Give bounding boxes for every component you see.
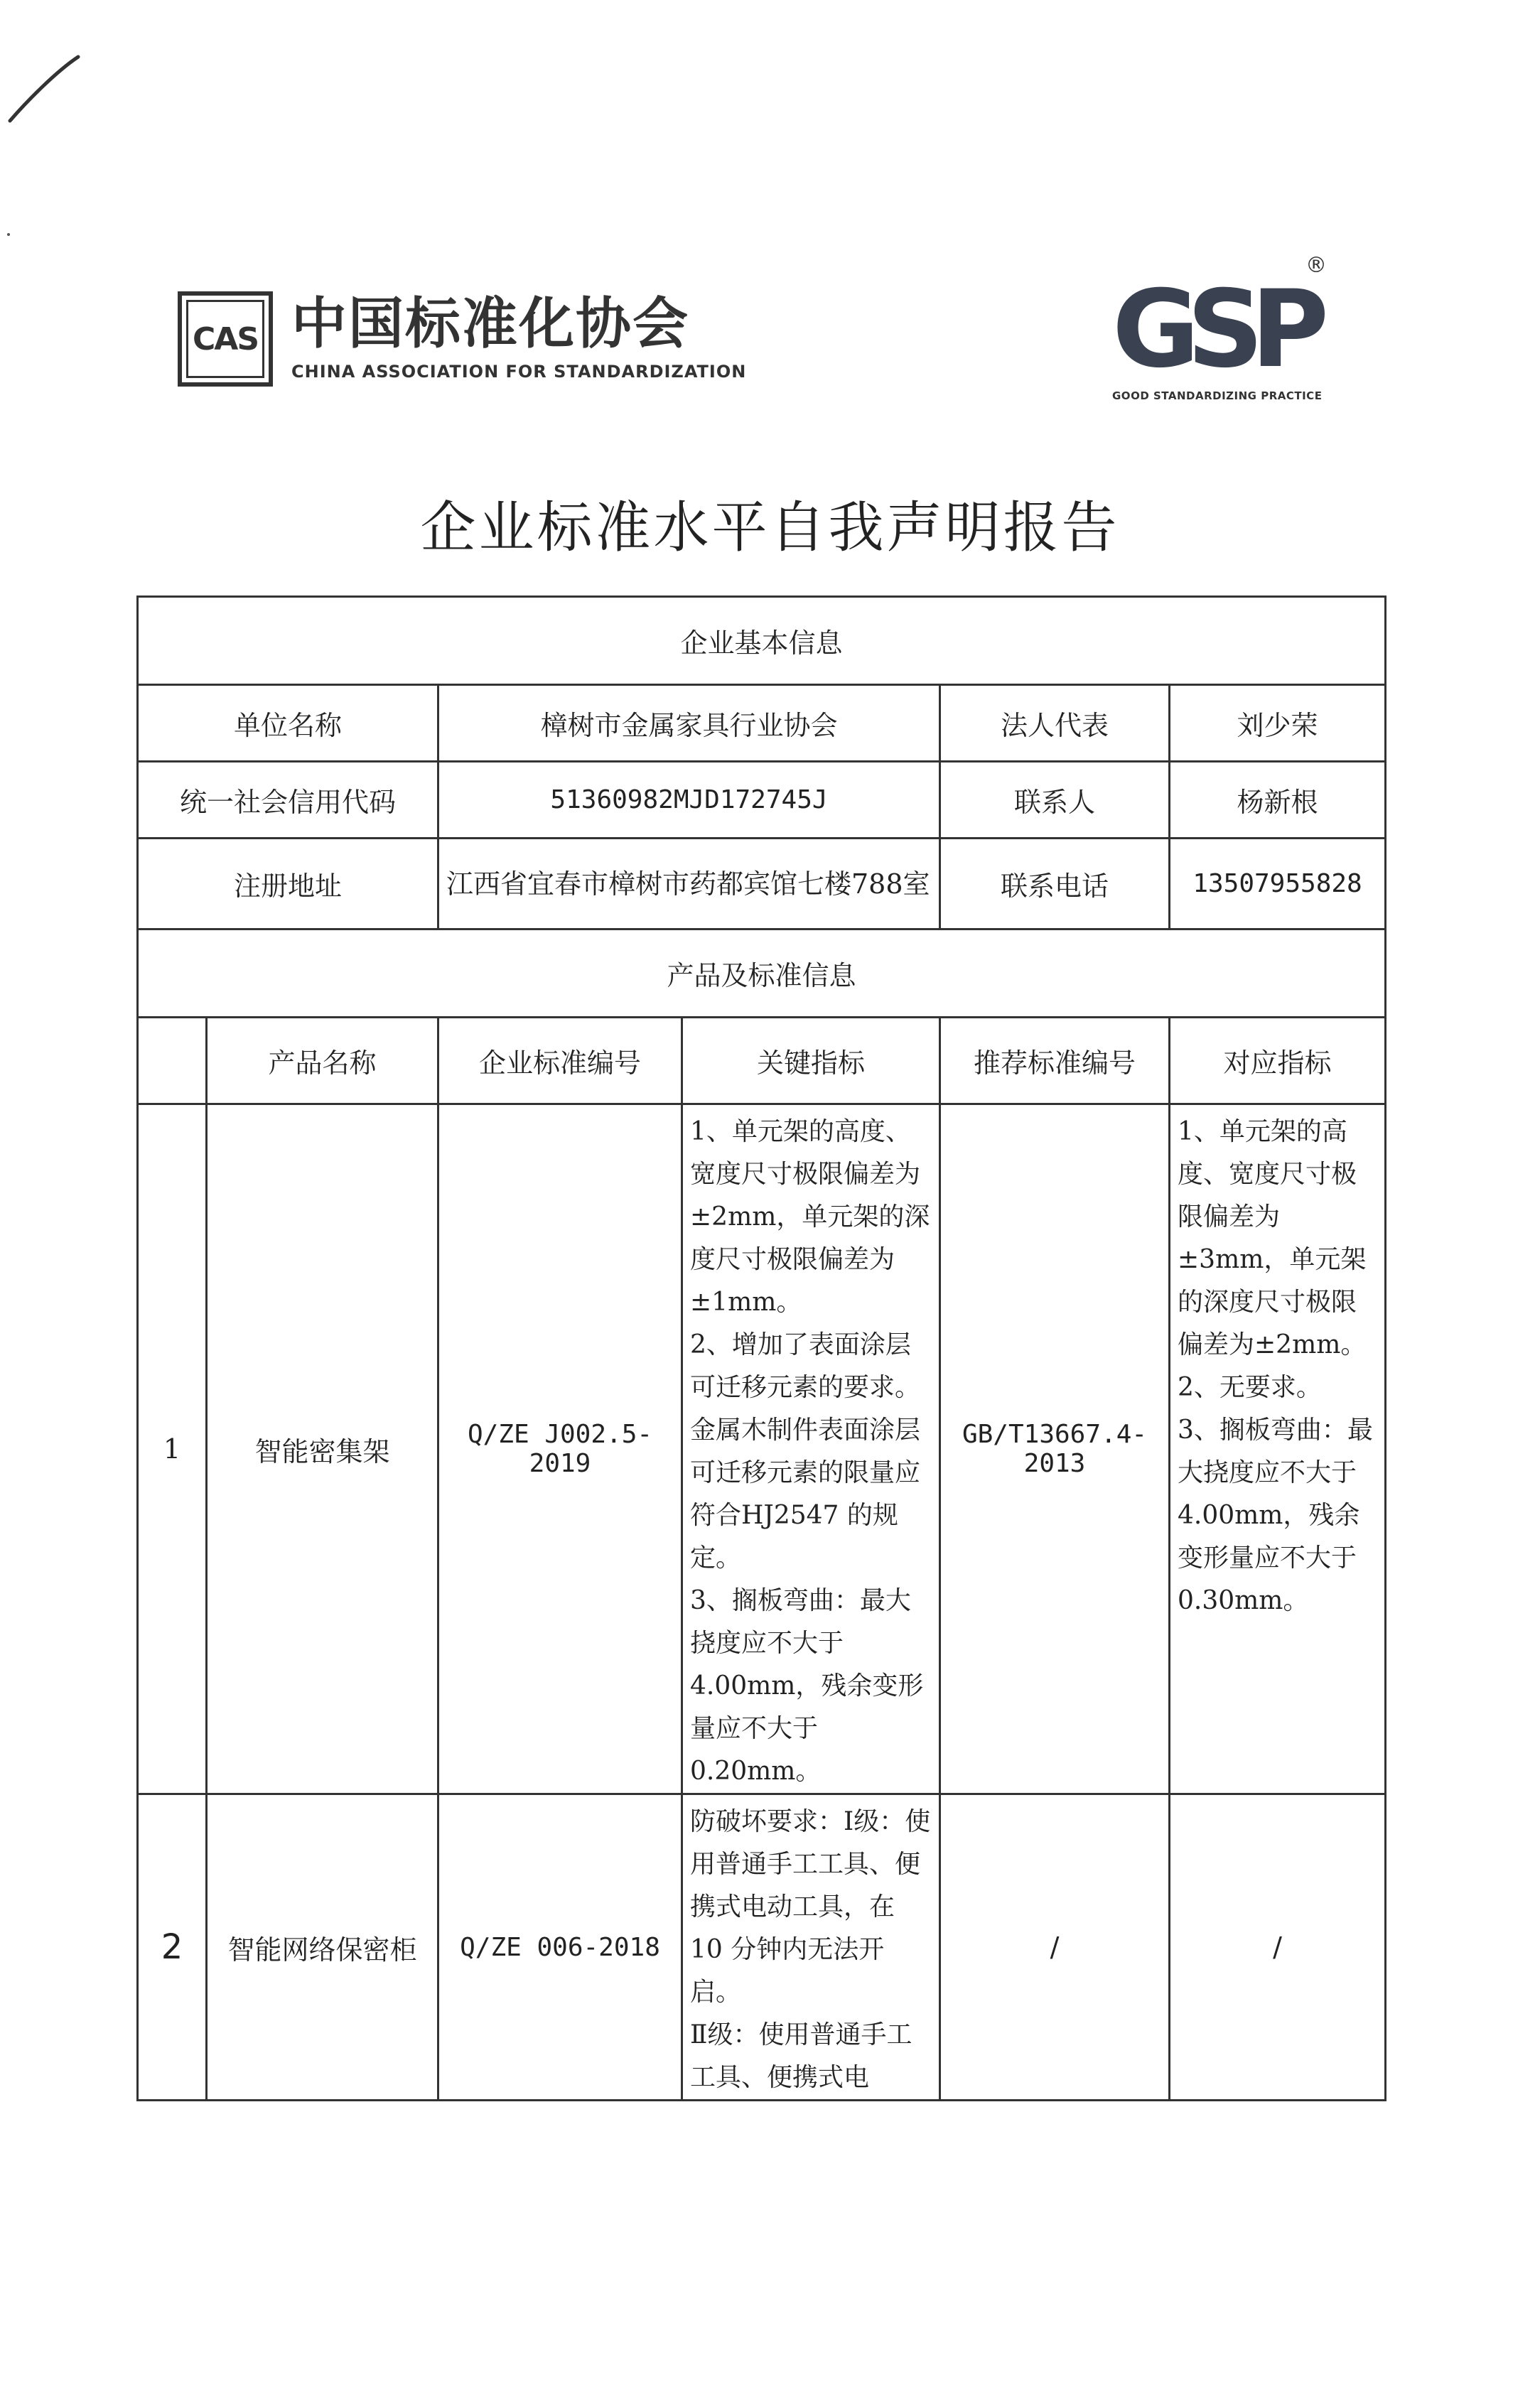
report-table — [136, 596, 1386, 2101]
phone-value: 13507955828 — [1170, 839, 1386, 929]
row-key-indicators: 防破坏要求：Ⅰ级：使用普通手工工具、便携式电动工具，在 10 分钟内无法开启。 Ⅱ级：使用普通手工工具、便携式电 — [690, 1807, 931, 2092]
address-value: 江西省宜春市樟树市药都宾馆七楼788室 — [438, 839, 940, 929]
gsp-registered: ® — [1305, 253, 1327, 278]
cas-name-cn: 中国标准化协会 — [291, 292, 690, 356]
row-enterprise-standard: Q/ZE 006-2018 — [438, 1794, 682, 2101]
product-info-section-title: 产品及标准信息 — [138, 929, 1386, 1018]
credit-code-label: 统一社会信用代码 — [138, 762, 438, 839]
cas-logo — [178, 291, 746, 387]
row-recommended-standard: GB/T13667.4-2013 — [940, 1104, 1170, 1794]
row-index: 2 — [138, 1794, 207, 2101]
address-label: 注册地址 — [138, 839, 438, 929]
header-corresponding-indicators: 对应指标 — [1170, 1018, 1386, 1104]
table-row — [138, 1794, 1386, 2101]
legal-rep-value: 刘少荣 — [1170, 685, 1386, 762]
unit-name-value: 樟树市金属家具行业协会 — [438, 685, 940, 762]
contact-label: 联系人 — [940, 762, 1170, 839]
row-corresponding-indicators: 1、单元架的高度、宽度尺寸极限偏差为±3mm，单元架的深度尺寸极限偏差为±2mm。 2、无要求。 3、搁板弯曲：最大挠度应不大于 4.00mm，残余变形量应不大于0.30mm。 — [1178, 1117, 1373, 1615]
legal-rep-label: 法人代表 — [940, 685, 1170, 762]
cas-emblem — [178, 291, 273, 387]
contact-value: 杨新根 — [1170, 762, 1386, 839]
cas-name-en: CHINA ASSOCIATION FOR STANDARDIZATION — [291, 362, 747, 382]
row-product-name: 智能网络保密柜 — [207, 1794, 438, 2101]
row-enterprise-standard: Q/ZE J002.5-2019 — [438, 1104, 682, 1794]
header-enterprise-standard: 企业标准编号 — [438, 1018, 682, 1104]
row-recommended-standard: / — [940, 1794, 1170, 2101]
unit-name-label: 单位名称 — [138, 685, 438, 762]
page-title: 企业标准水平自我声明报告 — [420, 496, 1120, 560]
pen-stroke-mark — [7, 50, 85, 128]
row-key-indicators: 1、单元架的高度、宽度尺寸极限偏差为±2mm，单元架的深度尺寸极限偏差为±1mm。 2、增加了表面涂层可迁移元素的要求。金属木制件表面涂层可迁移元素的限量应符合HJ2547 的规定。 3、搁板弯曲：最大挠度应不大于4.00mm，残余变形量应不大于0.20mm。 — [690, 1117, 930, 1786]
gsp-tagline: GOOD STANDARDIZING PRACTICE — [1112, 389, 1323, 402]
header-key-indicators: 关键指标 — [682, 1018, 940, 1104]
phone-label: 联系电话 — [940, 839, 1170, 929]
credit-code-value: 51360982MJD172745J — [438, 762, 940, 839]
gsp-logo — [1105, 245, 1340, 409]
row-index: 1 — [138, 1104, 207, 1794]
header-product-name: 产品名称 — [207, 1018, 438, 1104]
cas-emblem-text: CAS — [192, 320, 259, 357]
row-corresponding-indicators: / — [1170, 1794, 1386, 2101]
header-index — [138, 1018, 207, 1104]
table-row — [138, 1104, 1386, 1794]
basic-info-section-title: 企业基本信息 — [138, 597, 1386, 685]
gsp-letters: GSP — [1112, 268, 1317, 392]
row-product-name: 智能密集架 — [207, 1104, 438, 1794]
header-recommended-standard: 推荐标准编号 — [940, 1018, 1170, 1104]
scan-dot — [7, 233, 10, 236]
